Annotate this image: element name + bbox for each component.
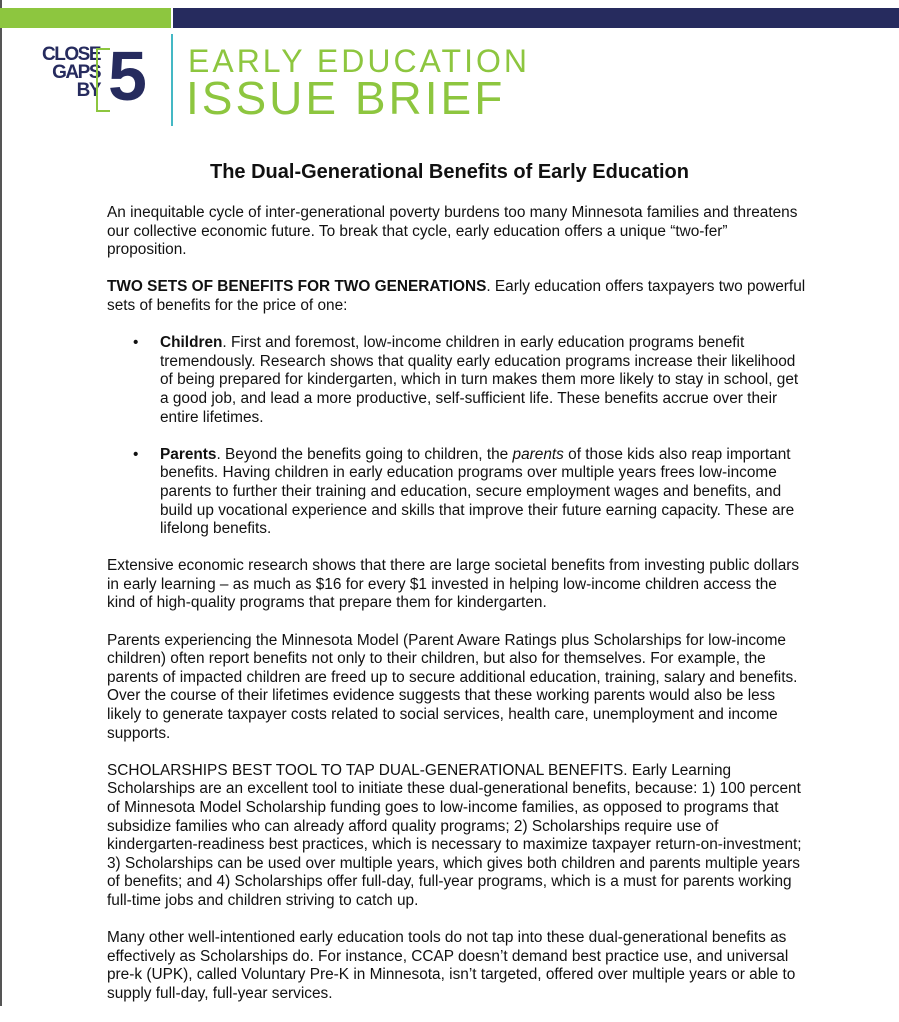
- logo-word-gaps: GAPS: [52, 62, 100, 83]
- close-gaps-by-5-logo: [28, 37, 158, 115]
- logo-wordmark: [28, 46, 100, 100]
- header-divider: [171, 34, 173, 126]
- logo-number: 5: [108, 37, 147, 115]
- benefits-list: [107, 334, 807, 539]
- bullet-label-parents: Parents: [160, 445, 217, 463]
- scholarships-paragraph: SCHOLARSHIPS BEST TOOL TO TAP DUAL-GENERATIONAL BENEFITS. Early Learning Scholarships are an excellent tool to initiate these dual-generational benefits, because: 1) 100 percent of Minnesota Model Scholarship funding goes to low-income families, as opposed to programs that subsidize families who can already afford quality programs; 2) Scholarships require use of kindergarten-readiness best practices, which is necessary to maximize taxpayer return-on-investment; 3) Scholarships can be used over multiple years, which gives both children and parents multiple years of benefits; and 4) Scholarships offer full-day, full-year programs, which is a must for parents working full-time jobs and children striving to catch up.: [107, 761, 802, 909]
- bullet-marker: •: [133, 445, 139, 463]
- logo-word-close: CLOSE: [42, 44, 100, 65]
- document-body: [107, 204, 807, 1022]
- header-green-bar: [0, 8, 171, 28]
- header-title-line2: ISSUE BRIEF: [186, 72, 506, 124]
- other-tools-paragraph: Many other well-intentioned early education tools do not tap into these dual-generational benefits as effectively as Scholarships do. For instance, CCAP doesn’t demand best practice use, and universal pre-k (UPK), called Voluntary Pre-K in Minnesota, isn’t targeted, offered over multiple years or able to supply full-day, full-year services.: [107, 929, 796, 1002]
- page-edge: [0, 0, 2, 1006]
- logo-word-by: BY: [76, 80, 100, 101]
- list-item: [107, 334, 807, 427]
- intro-paragraph: An inequitable cycle of inter-generational poverty burdens too many Minnesota families and threatens our collective economic future. To break that cycle, early education offers a unique “two-fer” proposition.: [107, 204, 798, 259]
- bullet-text-parents-before: . Beyond the benefits going to children, the: [216, 445, 513, 463]
- two-sets-heading: TWO SETS OF BENEFITS FOR TWO GENERATIONS: [107, 278, 487, 296]
- bullet-text-parents-after: of those kids also reap important benefits. Having children in early education programs over multiple years frees low-income parents to further their training and education, secure employment wages and benefits, and build up vocational experience and skills that improve their future earning capacity. These are lifelong benefits.: [160, 445, 795, 538]
- bullet-text-children: . First and foremost, low-income children in early education programs benefit tremendously. Research shows that quality early education programs increase their likelihood of being prepared for kindergarten, which in turn makes them more likely to stay in school, get a good job, and lead a more productive, self-sufficient life. These benefits accrue over their entire lifetimes.: [160, 334, 799, 426]
- research-paragraph: Extensive economic research shows that there are large societal benefits from investing public dollars in early learning – as much as $16 for every $1 invested in helping low-income children access the kind of high-quality programs that prepare them for kindergarten.: [107, 557, 800, 612]
- two-sets-text: . Early education offers taxpayers two powerful sets of benefits for the price of one:: [107, 278, 806, 314]
- header-navy-bar: [173, 8, 899, 28]
- bullet-text-parents-emphasis: parents: [512, 445, 564, 463]
- document-title: The Dual-Generational Benefits of Early Education: [210, 161, 689, 183]
- parents-paragraph: Parents experiencing the Minnesota Model (Parent Aware Ratings plus Scholarships for low-income children) often report benefits not only to their children, but also for themselves. For example, the parents of impacted children are freed up to secure additional education, training, salary and benefits. Over the course of their lifetimes evidence suggests that these working parents would also be less likely to generate taxpayer costs related to social services, health care, unemployment and income supports.: [107, 631, 798, 742]
- two-sets-paragraph: [107, 278, 807, 315]
- list-item: [107, 446, 807, 539]
- header-title-line1: EARLY EDUCATION: [188, 43, 530, 79]
- bullet-label-children: Children: [160, 334, 223, 352]
- bullet-marker: •: [133, 334, 139, 352]
